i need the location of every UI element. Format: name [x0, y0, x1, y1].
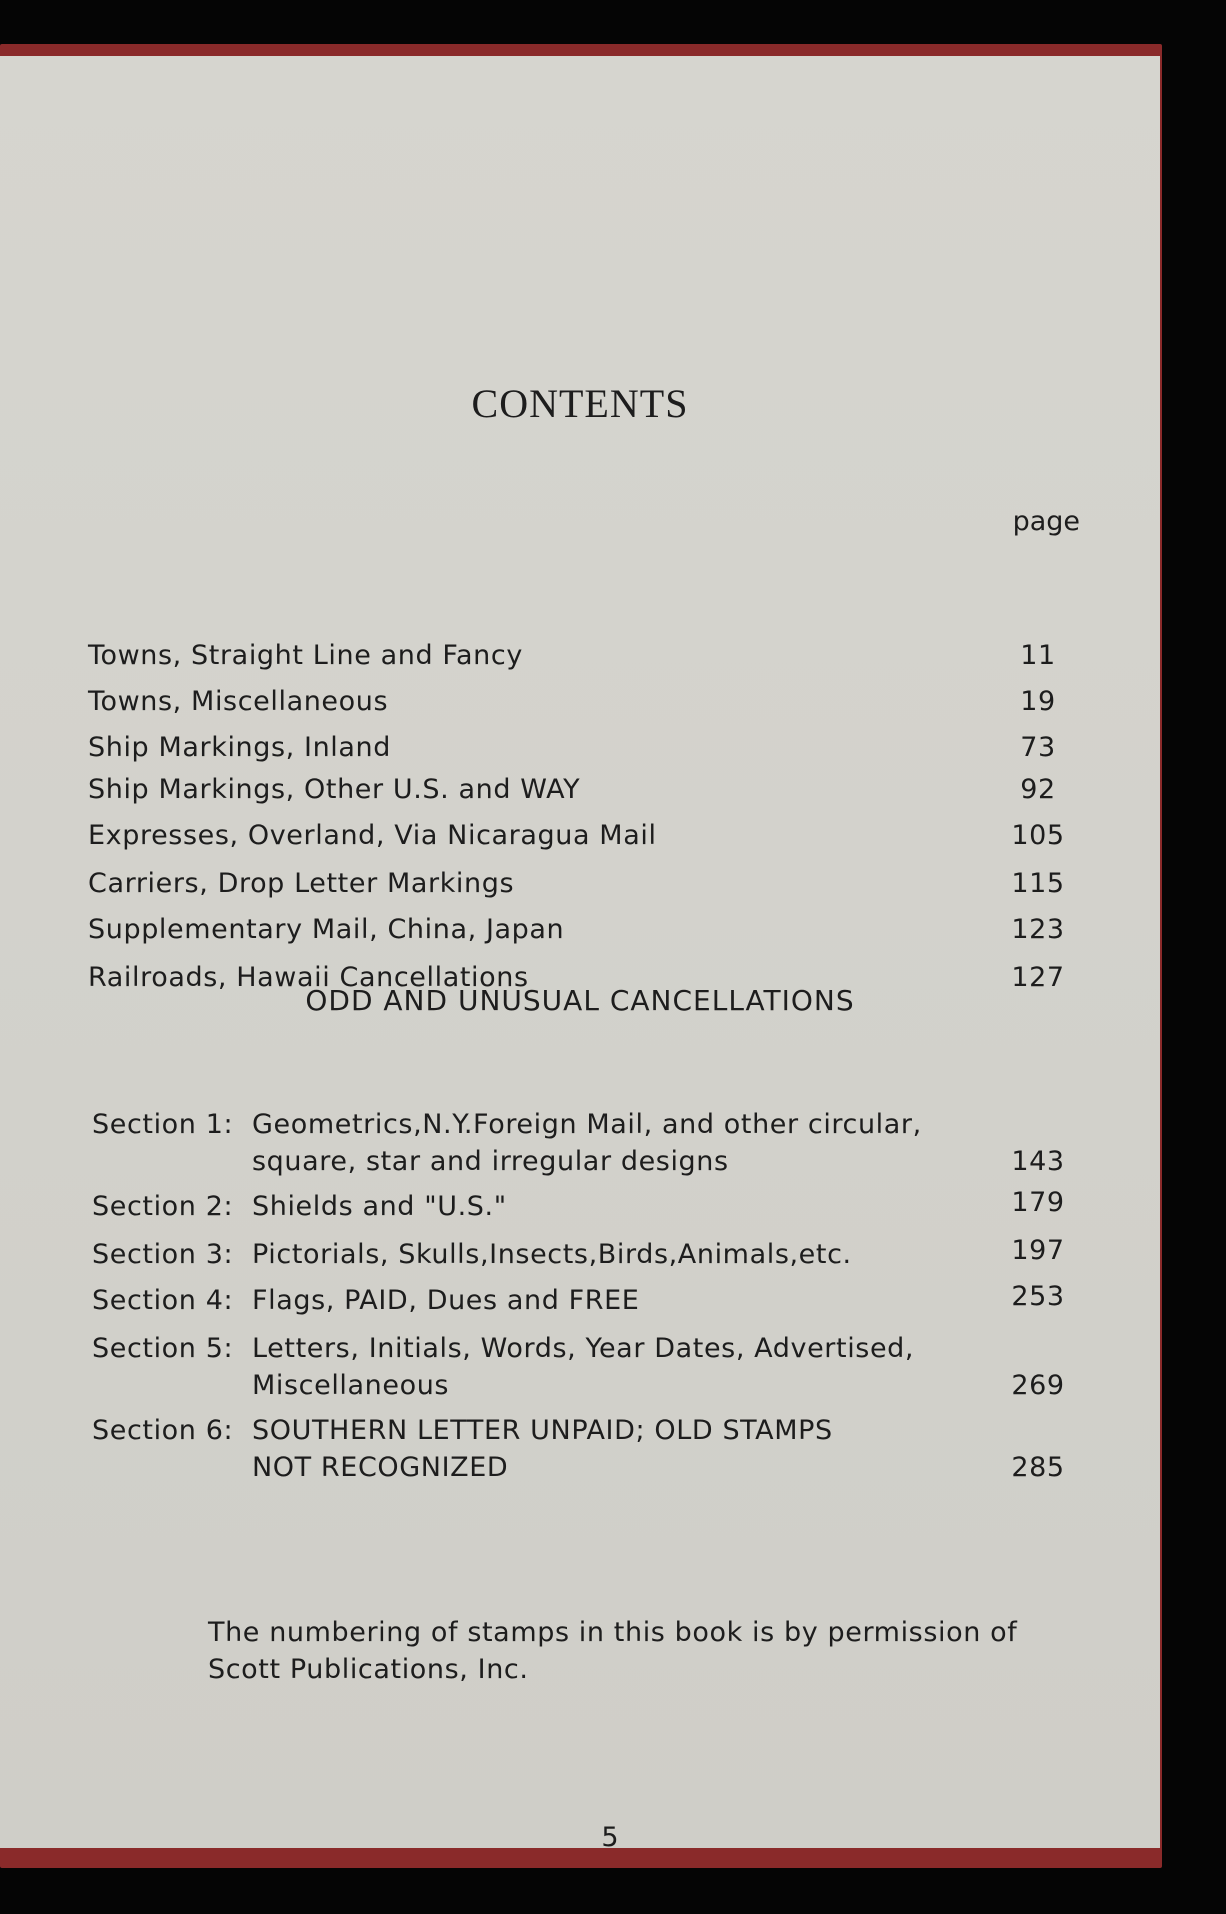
section-line: Geometrics,N.Y.Foreign Mail, and other circular, [252, 1109, 922, 1140]
section-line: square, star and irregular designs [252, 1146, 729, 1177]
toc-entry [88, 820, 1068, 851]
page-number: 5 [601, 1822, 619, 1853]
section-page: 253 [1011, 1281, 1065, 1312]
section-line: Flags, PAID, Dues and FREE [252, 1285, 640, 1316]
toc-entry [88, 774, 1068, 805]
section-page: 285 [1011, 1452, 1065, 1483]
section-label: Section 2: [92, 1191, 234, 1222]
toc-entry-label: Towns, Miscellaneous [88, 686, 389, 717]
permission-note [208, 1614, 1028, 1688]
toc-entry [88, 868, 1068, 899]
section-page: 179 [1011, 1187, 1065, 1218]
section-description [252, 1330, 952, 1404]
toc-entry-page: 115 [1011, 868, 1065, 899]
odd-cancellations-heading: ODD AND UNUSUAL CANCELLATIONS [305, 984, 855, 1017]
section-label: Section 1: [92, 1109, 234, 1140]
section-line: Letters, Initials, Words, Year Dates, Advertised, [252, 1333, 915, 1364]
section-line: SOUTHERN LETTER UNPAID; OLD STAMPS [252, 1415, 833, 1446]
toc-entry-page: 11 [1020, 640, 1056, 671]
contents-title: CONTENTS [471, 381, 689, 426]
page-column-label: page [1012, 506, 1080, 537]
toc-entry-label: Ship Markings, Inland [88, 732, 392, 763]
note-line: Scott Publications, Inc. [208, 1654, 529, 1685]
toc-entry-page: 92 [1020, 774, 1056, 805]
section-line: NOT RECOGNIZED [252, 1452, 509, 1483]
section-description [252, 1188, 952, 1225]
toc-entry [88, 640, 1068, 671]
book-page [0, 56, 1160, 1853]
section-page: 143 [1011, 1146, 1065, 1177]
toc-entry-label: Supplementary Mail, China, Japan [88, 914, 565, 945]
section-description [252, 1412, 952, 1486]
toc-entry-label: Towns, Straight Line and Fancy [88, 640, 523, 671]
toc-entry-page: 123 [1011, 914, 1065, 945]
section-label: Section 5: [92, 1333, 234, 1364]
toc-entry-label: Railroads, Hawaii Cancellations [88, 962, 529, 993]
section-line: Miscellaneous [252, 1370, 450, 1401]
toc-entry [88, 914, 1068, 945]
section-line: Pictorials, Skulls,Insects,Birds,Animals,etc. [252, 1239, 852, 1270]
section-label: Section 4: [92, 1285, 234, 1316]
section-line: Shields and "U.S." [252, 1191, 507, 1222]
section-description [252, 1236, 952, 1273]
toc-entry-page: 19 [1020, 686, 1056, 717]
section-description [252, 1282, 952, 1319]
section-label: Section 6: [92, 1415, 234, 1446]
section-page: 269 [1011, 1370, 1065, 1401]
toc-entry-page: 127 [1011, 962, 1065, 993]
section-page: 197 [1011, 1235, 1065, 1266]
toc-entry-label: Carriers, Drop Letter Markings [88, 868, 515, 899]
toc-entry [88, 686, 1068, 717]
section-label: Section 3: [92, 1239, 234, 1270]
toc-entry-label: Expresses, Overland, Via Nicaragua Mail [88, 820, 657, 851]
section-description [252, 1106, 952, 1180]
toc-entry-page: 73 [1020, 732, 1056, 763]
note-line: The numbering of stamps in this book is by permission of [208, 1617, 1018, 1648]
toc-entry-page: 105 [1011, 820, 1065, 851]
toc-entry-label: Ship Markings, Other U.S. and WAY [88, 774, 581, 805]
toc-entry [88, 732, 1068, 763]
